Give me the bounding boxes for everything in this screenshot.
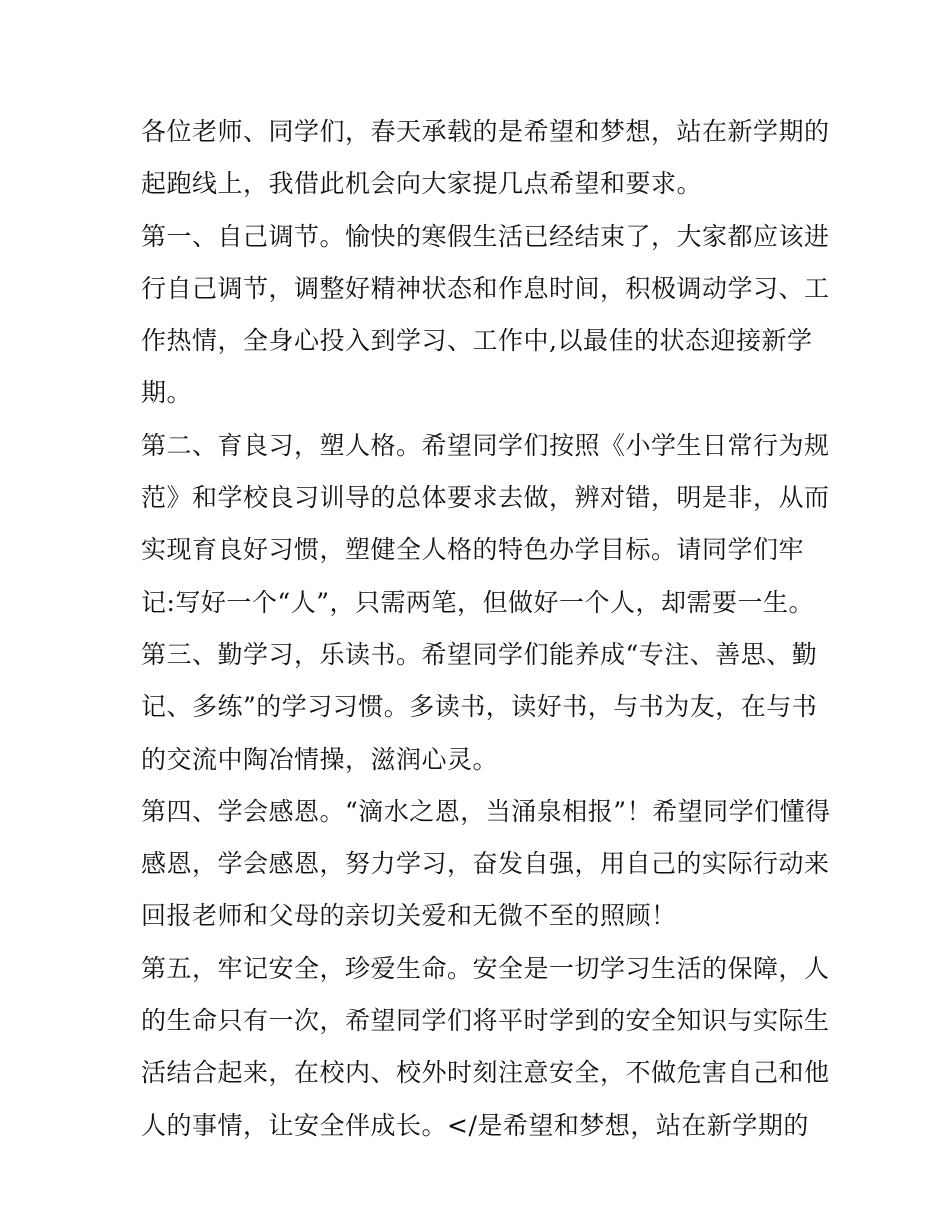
text-line: 的交流中陶冶情操，滋润心灵。 <box>141 744 499 774</box>
text-line: 记:写好一个“人”，只需两笔，但做好一个人，却需要一生。 <box>141 587 814 617</box>
text-line: 期。 <box>141 378 193 408</box>
text-line: 第一、自己调节。愉快的寒假生活已经结束了，大家都应该进 <box>141 221 830 251</box>
text-line: 第三、勤学习，乐读书。希望同学们能养成“专注、善思、勤 <box>141 639 818 669</box>
text-line: 第四、学会感恩。“滴水之恩，当涌泉相报”！希望同学们懂得 <box>141 796 831 826</box>
text-line: 行自己调节，调整好精神状态和作息时间，积极调动学习、工 <box>141 273 830 303</box>
text-line: 活结合起来，在校内、校外时刻注意安全，不做危害自己和他 <box>141 1058 830 1088</box>
text-line: 记、多练”的学习习惯。多读书，读好书，与书为友，在与书 <box>141 692 818 722</box>
document-body <box>141 106 831 1152</box>
text-line: 各位老师、同学们，春天承载的是希望和梦想，站在新学期的 <box>141 117 830 146</box>
text-line: 第二、育良习，塑人格。希望同学们按照《小学生日常行为规 <box>141 430 830 460</box>
text-line: 人的事情，让安全伴成长。</是希望和梦想，站在新学期的 <box>141 1110 809 1140</box>
text-line: 作热情，全身心投入到学习、工作中,以最佳的状态迎接新学 <box>141 326 813 356</box>
text-line: 第五，牢记安全，珍爱生命。安全是一切学习生活的保障，人 <box>141 953 830 983</box>
text-line: 实现育良好习惯，塑健全人格的特色办学目标。请同学们牢 <box>141 535 805 565</box>
text-line: 回报老师和父母的亲切关爱和无微不至的照顾！ <box>141 901 677 931</box>
text-line: 起跑线上，我借此机会向大家提几点希望和要求。 <box>141 169 703 199</box>
text-line: 的生命只有一次，希望同学们将平时学到的安全知识与实际生 <box>141 1006 830 1036</box>
text-line: 感恩，学会感恩，努力学习，奋发自强，用自己的实际行动来 <box>141 849 830 879</box>
text-line: 范》和学校良习训导的总体要求去做，辨对错，明是非，从而 <box>141 483 830 513</box>
